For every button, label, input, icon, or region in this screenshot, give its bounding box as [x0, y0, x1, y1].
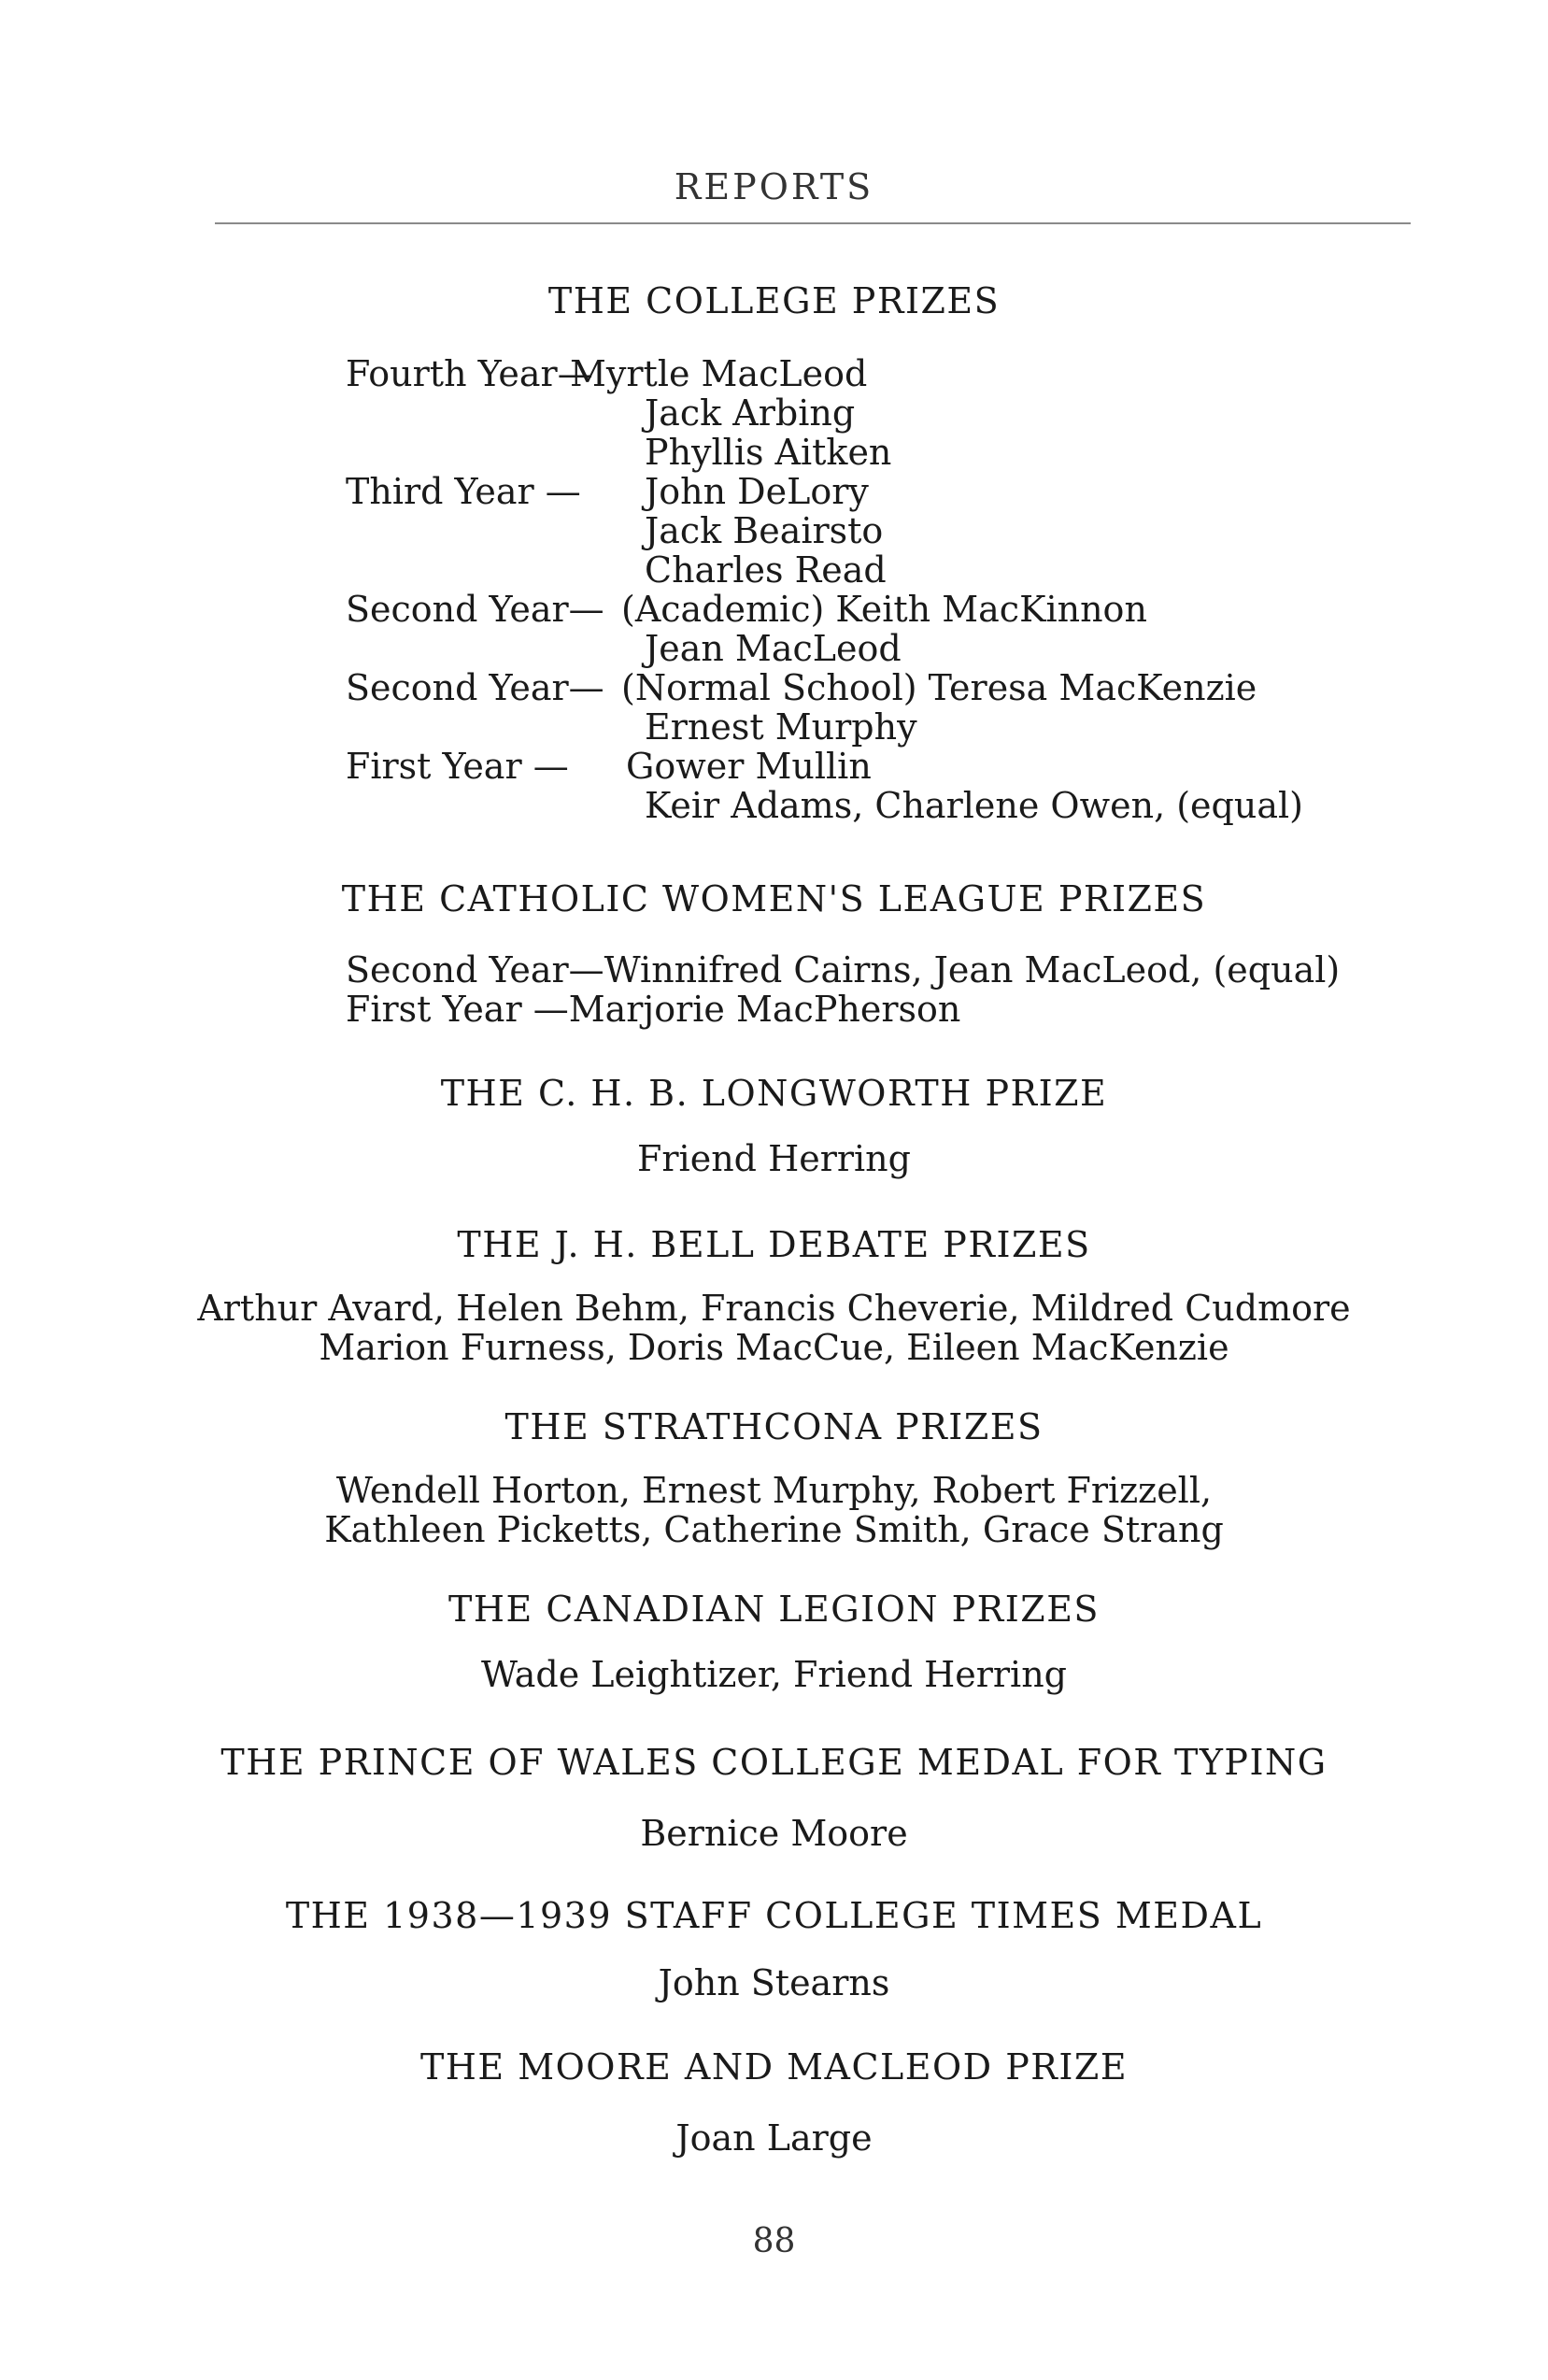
page-number: 88	[752, 2222, 796, 2260]
strathcona-winners-line: Wendell Horton, Ernest Murphy, Robert Frizzell,	[335, 1470, 1213, 1511]
running-head: REPORTS	[674, 166, 874, 207]
college-prize-year-label: Third Year —	[346, 471, 581, 512]
college-prize-winner: Jack Beairsto	[645, 510, 884, 551]
college-prize-winner: Ernest Murphy	[645, 706, 917, 748]
college-prize-winner: John DeLory	[645, 471, 869, 512]
strathcona-winners-line: Kathleen Picketts, Catherine Smith, Grace Strang	[324, 1509, 1224, 1550]
cwl-prize-line: Second Year—Winnifred Cairns, Jean MacLeod, (equal)	[346, 949, 1341, 990]
canadian-legion-winners: Wade Leightizer, Friend Herring	[480, 1654, 1068, 1695]
college-prize-winner: (Academic) Keith MacKinnon	[621, 589, 1147, 630]
strathcona-prizes-title: THE STRATHCONA PRIZES	[504, 1406, 1044, 1447]
college-prize-winner: (Normal School) Teresa MacKenzie	[621, 667, 1257, 708]
bell-debate-winners-line: Marion Furness, Doris MacCue, Eileen MacKenzie	[319, 1327, 1229, 1368]
bell-debate-prizes-title: THE J. H. BELL DEBATE PRIZES	[457, 1224, 1091, 1265]
college-prize-winner: Charles Read	[645, 549, 887, 591]
staff-college-times-medal-title: THE 1938—1939 STAFF COLLEGE TIMES MEDAL	[285, 1895, 1263, 1936]
prince-of-wales-medal-winner: Bernice Moore	[640, 1813, 908, 1854]
cwl-prizes-title: THE CATHOLIC WOMEN'S LEAGUE PRIZES	[341, 878, 1207, 919]
college-prize-year-label: Second Year—	[346, 589, 604, 630]
college-prize-winner: Jack Arbing	[645, 392, 856, 434]
longworth-prize-title: THE C. H. B. LONGWORTH PRIZE	[440, 1073, 1108, 1114]
college-prize-year-label: Second Year—	[346, 667, 604, 708]
college-prize-winner: Keir Adams, Charlene Owen, (equal)	[645, 785, 1303, 826]
college-prize-winner: Gower Mullin	[626, 746, 872, 787]
college-prizes-title: THE COLLEGE PRIZES	[547, 280, 1001, 321]
moore-macleod-prize-title: THE MOORE AND MACLEOD PRIZE	[419, 2046, 1129, 2088]
prince-of-wales-medal-title: THE PRINCE OF WALES COLLEGE MEDAL FOR TYPING	[220, 1742, 1328, 1783]
staff-college-times-medal-winner: John Stearns	[658, 1962, 890, 2003]
header-rule	[215, 222, 1411, 224]
cwl-prize-line: First Year —Marjorie MacPherson	[346, 989, 961, 1030]
bell-debate-winners-line: Arthur Avard, Helen Behm, Francis Cheverie, Mildred Cudmore	[197, 1288, 1351, 1329]
college-prize-year-label: First Year —	[346, 746, 569, 787]
college-prize-year-label: Fourth Year—	[346, 353, 593, 394]
college-prize-winner: Jean MacLeod	[645, 628, 902, 669]
longworth-prize-winner: Friend Herring	[637, 1138, 911, 1179]
canadian-legion-prizes-title: THE CANADIAN LEGION PRIZES	[448, 1589, 1100, 1630]
college-prize-winner: Phyllis Aitken	[645, 432, 892, 473]
moore-macleod-prize-winner: Joan Large	[675, 2117, 873, 2159]
college-prize-winner: Myrtle MacLeod	[570, 353, 868, 394]
